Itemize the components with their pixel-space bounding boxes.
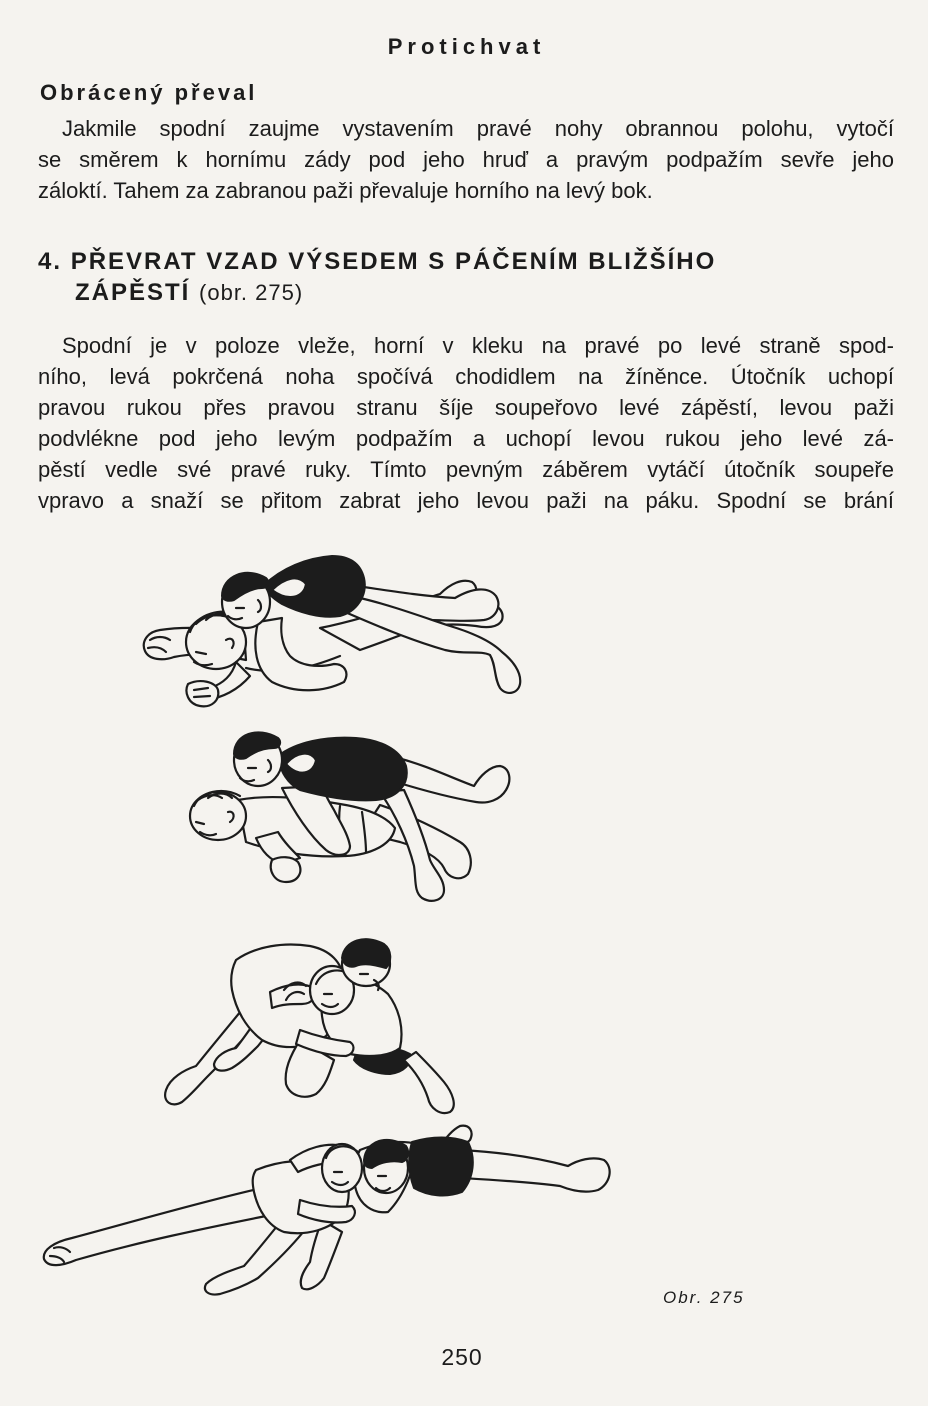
wrestling-illustration-1 [130, 555, 530, 725]
paragraph-line: se směrem k hornímu zády pod jeho hruď a pravým podpažím sevře jeho [38, 147, 894, 172]
section-heading [38, 246, 898, 308]
paragraph-line: vpravo a snaží se přitom zabrat jeho levou paži na páku. Spodní se brání [38, 488, 894, 513]
section-heading-line-1 [38, 246, 898, 277]
paragraph-line: záloktí. Tahem za zabranou paži převaluje horního na levý bok. [38, 178, 653, 203]
running-head: Protichvat [387, 34, 546, 59]
bottom-wrestler [44, 1161, 349, 1295]
section-number: 4. [38, 248, 63, 275]
section-heading-line-2 [38, 277, 898, 308]
figure-caption: Obr. 275 [663, 1288, 745, 1307]
bottom-wrestler-head [322, 1144, 362, 1192]
paragraph-line: Jakmile spodní zaujme vystavením pravé nohy obrannou polohu, vytočí [62, 116, 894, 141]
top-wrestler-head [364, 1140, 408, 1193]
figure-reference: (obr. 275) [199, 280, 304, 305]
wrestling-illustration-3 [150, 935, 480, 1130]
paragraph-line: pěstí vedle své pravé ruky. Tímto pevným záběrem vytáčí útočník soupeře [38, 457, 894, 482]
wrestling-illustration-2 [180, 725, 520, 910]
page-number: 250 [441, 1344, 483, 1370]
subheading: Obrácený převal [40, 80, 258, 105]
paragraph-line: pravou rukou přes pravou stranu šíje soupeřovo levé zápěstí, levou paži [38, 395, 894, 420]
section-title-part-1: PŘEVRAT VZAD VÝSEDEM S PÁČENÍM BLIŽŠÍHO [70, 248, 717, 275]
paragraph-line: ního, levá pokrčená noha spočívá chodidlem na žíněnce. Útočník uchopí [38, 364, 894, 389]
top-wrestler [270, 974, 454, 1113]
paragraph-2 [38, 330, 894, 516]
paragraph-1 [38, 113, 894, 206]
paragraph-line: Spodní je v poloze vleže, horní v kleku na pravé po levé straně spod- [62, 333, 894, 358]
wrestling-illustration-4 [30, 1115, 620, 1305]
section-title-part-2: ZÁPĚSTÍ [75, 279, 191, 306]
paragraph-line: podvlékne pod jeho levým podpažím a uchopí levou rukou jeho levé zá- [38, 426, 894, 451]
